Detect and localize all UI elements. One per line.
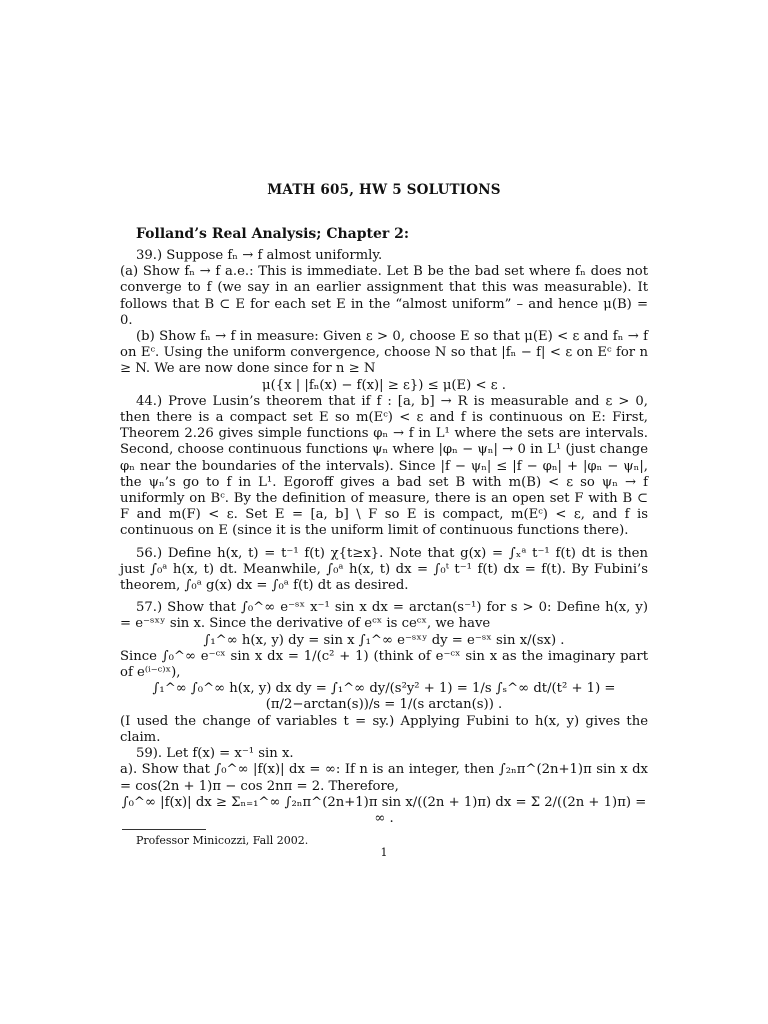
problem-57-intro: 57.) Show that ∫₀^∞ e⁻ˢˣ x⁻¹ sin x dx = arctan(s⁻¹) for s > 0: Define h(x, y) = e⁻ˢˣʸ sin x. Since the derivative of eᶜˣ is ceᶜˣ, we have (120, 600, 648, 632)
problem-57-note: (I used the change of variables t = sy.) Applying Fubini to h(x, y) gives the claim. (120, 713, 648, 745)
problem-57-equation-2: ∫₁^∞ ∫₀^∞ h(x, y) dx dy = ∫₁^∞ dy/(s²y² + 1) = 1/s ∫ₛ^∞ dt/(t² + 1) = (π/2−arctan(s))/s = 1/(s arctan(s)) . (152, 681, 616, 713)
section-heading: Folland’s Real Analysis; Chapter 2: (136, 226, 410, 242)
problem-39-intro: 39.) Suppose fₙ → f almost uniformly. (136, 248, 383, 263)
footnote: Professor Minicozzi, Fall 2002. (136, 834, 309, 847)
problem-59-part-a: a). Show that ∫₀^∞ |f(x)| dx = ∞: If n is an integer, then ∫₂ₙπ^(2n+1)π sin x dx = cos(2n + 1)π − cos 2nπ = 2. Therefore, (120, 762, 648, 794)
paper-body (120, 248, 648, 827)
problem-39-part-b: (b) Show fₙ → f in measure: Given ε > 0, choose E so that μ(E) < ε and fₙ → f on Eᶜ. Using the uniform convergence, choose N so that |fₙ − f| < ε on Eᶜ for n ≥ N. We are now done since for n ≥ N (120, 329, 648, 377)
problem-57-equation-1: ∫₁^∞ h(x, y) dy = sin x ∫₁^∞ e⁻ˢˣʸ dy = e⁻ˢˣ sin x/(sx) . (203, 632, 565, 648)
problem-59-intro: 59). Let f(x) = x⁻¹ sin x. (136, 746, 294, 762)
paper-title: MATH 605, HW 5 SOLUTIONS (267, 182, 501, 198)
footnote-rule (122, 829, 206, 830)
problem-56: 56.) Define h(x, t) = t⁻¹ f(t) χ{t≥x}. Note that g(x) = ∫ₓᵃ t⁻¹ f(t) dt is then just ∫₀ᵃ h(x, t) dt. Meanwhile, ∫₀ᵃ h(x, t) dx = ∫₀ᵗ t⁻¹ f(t) dx = f(t). By Fubini’s theorem, ∫₀ᵃ g(x) dx = ∫₀ᵃ f(t) dt as desired. (120, 545, 648, 594)
problem-44: 44.) Prove Lusin’s theorem that if f : [a, b] → R is measurable and ε > 0, then there is a compact set E so m(Eᶜ) < ε and f is continuous on E: First, Theorem 2.26 gives simple functions φₙ → f in L¹ where the sets are intervals. Second, choose continuous functions ψₙ where |φₙ − ψₙ| → 0 in L¹ (just change φₙ near the boundaries of the intervals). Since |f − ψₙ| ≤ |f − φₙ| + |φₙ − ψₙ|, the ψₙ’s go to f in L¹. Egoroff gives a bad set B with m(B) < ε so ψₙ → f uniformly on Bᶜ. By the definition of measure, there is an open set F with B ⊂ F and m(F) < ε. Set E = [a, b] \ F so E is compact, m(Eᶜ) < ε, and f is continuous on E (since it is the uniform limit of continuous functions there). (120, 393, 648, 539)
problem-39-part-a: (a) Show fₙ → f a.e.: This is immediate. Let B be the bad set where fₙ does not converge to f (we say in an earlier assignment that this was measurable). It follows that B ⊂ E for each set E in the “almost uniform” – and hence μ(B) = 0. (120, 264, 648, 328)
problem-39-equation: μ({x | |fₙ(x) − f(x)| ≥ ε}) ≤ μ(E) < ε . (262, 377, 506, 393)
problem-57-since: Since ∫₀^∞ e⁻ᶜˣ sin x dx = 1/(c² + 1) (think of e⁻ᶜˣ sin x as the imaginary part of e⁽ⁱ⁻ᶜ⁾ˣ), (120, 648, 648, 681)
page-number: 1 (380, 846, 388, 859)
problem-59-equation: ∫₀^∞ |f(x)| dx ≥ Σₙ₌₁^∞ ∫₂ₙπ^(2n+1)π sin x/((2n + 1)π) dx = Σ 2/((2n + 1)π) = ∞ . (121, 794, 647, 826)
